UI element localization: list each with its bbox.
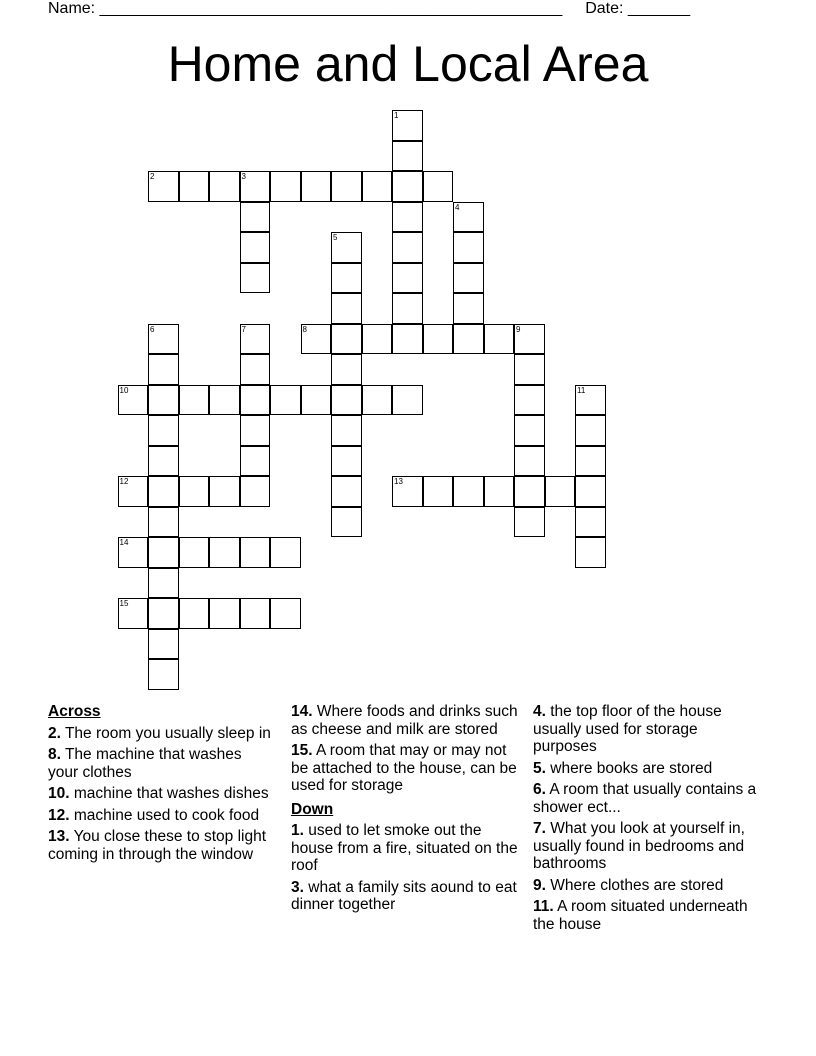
grid-cell[interactable] bbox=[118, 476, 149, 507]
grid-cell[interactable] bbox=[331, 507, 362, 538]
grid-cell[interactable] bbox=[331, 415, 362, 446]
across-clue-2: 2. The room you usually sleep in bbox=[48, 724, 271, 742]
down-clue-9: 9. Where clothes are stored bbox=[533, 876, 724, 894]
grid-cell[interactable] bbox=[453, 293, 484, 324]
grid-cell[interactable] bbox=[331, 385, 362, 416]
grid-cell[interactable] bbox=[240, 537, 271, 568]
grid-cell[interactable] bbox=[240, 598, 271, 629]
grid-cell[interactable] bbox=[179, 385, 210, 416]
grid-cell[interactable] bbox=[575, 385, 606, 416]
grid-cell[interactable] bbox=[240, 232, 271, 263]
grid-cell[interactable] bbox=[514, 507, 545, 538]
grid-cell[interactable] bbox=[240, 385, 271, 416]
grid-cell[interactable] bbox=[514, 385, 545, 416]
grid-cell[interactable] bbox=[392, 476, 423, 507]
grid-cell[interactable] bbox=[179, 598, 210, 629]
grid-cell[interactable] bbox=[484, 476, 515, 507]
date-label: Date: bbox=[585, 0, 624, 17]
grid-cell[interactable] bbox=[331, 354, 362, 385]
down-clue-6: 6. A room that usually contains a shower ect... bbox=[533, 781, 757, 816]
grid-cell[interactable] bbox=[270, 598, 301, 629]
across-clue-14: 14. Where foods and drinks such as cheese and milk are stored bbox=[291, 703, 518, 738]
clue-number: 5 bbox=[333, 233, 338, 242]
grid-cell[interactable] bbox=[148, 659, 179, 690]
grid-cell[interactable] bbox=[240, 202, 271, 233]
grid-cell[interactable] bbox=[148, 385, 179, 416]
name-blank[interactable]: ____________________________________________________ bbox=[99, 0, 563, 17]
grid-cell[interactable] bbox=[392, 110, 423, 141]
grid-cell[interactable] bbox=[392, 141, 423, 172]
across-clue-15: 15. A room that may or may not be attached to the house, can be used for storage bbox=[291, 742, 517, 794]
grid-cell[interactable] bbox=[148, 537, 179, 568]
grid-cell[interactable] bbox=[392, 202, 423, 233]
grid-cell[interactable] bbox=[453, 324, 484, 355]
clue-number: 8 bbox=[302, 324, 307, 334]
grid-cell[interactable] bbox=[148, 476, 179, 507]
grid-cell[interactable] bbox=[331, 232, 362, 263]
grid-cell[interactable] bbox=[209, 598, 240, 629]
grid-cell[interactable] bbox=[240, 415, 271, 446]
grid-cell[interactable] bbox=[423, 476, 454, 507]
grid-cell[interactable] bbox=[453, 232, 484, 263]
grid-cell[interactable] bbox=[148, 171, 179, 202]
grid-cell[interactable] bbox=[453, 263, 484, 294]
clue-number: 9 bbox=[516, 324, 521, 334]
clues-column-1 bbox=[48, 703, 273, 867]
clue-number: 13 bbox=[394, 477, 403, 486]
grid-cell[interactable] bbox=[148, 324, 179, 355]
grid-cell[interactable] bbox=[514, 415, 545, 446]
grid-cell[interactable] bbox=[148, 568, 179, 599]
clue-number: 12 bbox=[119, 477, 129, 486]
grid-cell[interactable] bbox=[240, 354, 271, 385]
clue-number: 2 bbox=[150, 172, 155, 181]
clues-column-3 bbox=[533, 703, 763, 937]
clue-number: 15 bbox=[119, 599, 129, 608]
grid-cell[interactable] bbox=[453, 202, 484, 233]
grid-cell[interactable] bbox=[118, 537, 149, 568]
grid-cell[interactable] bbox=[392, 324, 423, 355]
clue-number: 4 bbox=[455, 202, 460, 212]
grid-cell[interactable] bbox=[148, 598, 179, 629]
grid-cell[interactable] bbox=[575, 476, 606, 507]
grid-cell[interactable] bbox=[240, 446, 271, 477]
grid-cell[interactable] bbox=[209, 171, 240, 202]
grid-cell[interactable] bbox=[362, 324, 393, 355]
grid-cell[interactable] bbox=[392, 232, 423, 263]
grid-cell[interactable] bbox=[179, 476, 210, 507]
clue-number: 11 bbox=[577, 385, 586, 395]
down-clue-1: 1. used to let smoke out the house from a fire, situated on the roof bbox=[291, 822, 518, 874]
grid-cell[interactable] bbox=[575, 415, 606, 446]
down-clue-3: 3. what a family sits aound to eat dinner together bbox=[291, 878, 517, 913]
grid-cell[interactable] bbox=[270, 171, 301, 202]
name-label: Name: bbox=[48, 0, 96, 17]
clue-number: 6 bbox=[150, 324, 155, 334]
grid-cell[interactable] bbox=[301, 171, 332, 202]
grid-cell[interactable] bbox=[179, 171, 210, 202]
grid-cell[interactable] bbox=[453, 476, 484, 507]
grid-cell[interactable] bbox=[392, 171, 423, 202]
grid-cell[interactable] bbox=[240, 476, 271, 507]
grid-cell[interactable] bbox=[392, 293, 423, 324]
grid-cell[interactable] bbox=[301, 324, 332, 355]
grid-cell[interactable] bbox=[148, 354, 179, 385]
grid-cell[interactable] bbox=[331, 446, 362, 477]
across-clue-13: 13. You close these to stop light coming in through the window bbox=[48, 828, 267, 863]
down-heading: Down bbox=[291, 800, 334, 818]
grid-cell[interactable] bbox=[148, 415, 179, 446]
grid-cell[interactable] bbox=[331, 293, 362, 324]
down-clue-11: 11. A room situated underneath the house bbox=[533, 898, 748, 933]
grid-cell[interactable] bbox=[331, 476, 362, 507]
across-clue-10: 10. machine that washes dishes bbox=[48, 785, 269, 802]
clue-number: 14 bbox=[119, 538, 129, 547]
down-clue-7: 7. What you look at yourself in, usually found in bedrooms and bathrooms bbox=[533, 820, 745, 872]
date-blank[interactable]: _______ bbox=[627, 0, 691, 17]
page-title: Home and Local Area bbox=[167, 36, 649, 92]
grid-cell[interactable] bbox=[392, 263, 423, 294]
across-clue-8: 8. The machine that washes your clothes bbox=[48, 746, 242, 781]
grid-cell[interactable] bbox=[270, 385, 301, 416]
grid-cell[interactable] bbox=[148, 446, 179, 477]
grid-cell[interactable] bbox=[514, 354, 545, 385]
down-clue-4: 4. the top floor of the house usually used for storage purposes bbox=[533, 703, 722, 755]
grid-cell[interactable] bbox=[331, 324, 362, 355]
clues-column-2 bbox=[291, 703, 527, 918]
grid-cell[interactable] bbox=[575, 507, 606, 538]
across-heading: Across bbox=[48, 703, 101, 720]
grid-cell[interactable] bbox=[575, 537, 606, 568]
grid-cell[interactable] bbox=[209, 476, 240, 507]
grid-cell[interactable] bbox=[240, 171, 271, 202]
clue-number: 1 bbox=[394, 111, 399, 120]
grid-cell[interactable] bbox=[301, 385, 332, 416]
across-clue-12: 12. machine used to cook food bbox=[48, 806, 260, 824]
grid-cell[interactable] bbox=[270, 537, 301, 568]
grid-cell[interactable] bbox=[514, 324, 545, 355]
grid-cell[interactable] bbox=[545, 476, 576, 507]
grid-cell[interactable] bbox=[514, 476, 545, 507]
clue-number: 7 bbox=[241, 324, 246, 334]
grid-cell[interactable] bbox=[148, 629, 179, 660]
grid-cell[interactable] bbox=[209, 537, 240, 568]
grid-cell[interactable] bbox=[362, 171, 393, 202]
grid-cell[interactable] bbox=[423, 324, 454, 355]
down-clue-5: 5. where books are stored bbox=[533, 759, 713, 777]
clue-number: 10 bbox=[119, 385, 129, 395]
grid-cell[interactable] bbox=[331, 263, 362, 294]
clue-number: 3 bbox=[241, 172, 246, 181]
grid-cell[interactable] bbox=[209, 385, 240, 416]
grid-cell[interactable] bbox=[240, 263, 271, 294]
grid-cell[interactable] bbox=[514, 446, 545, 477]
grid-cell[interactable] bbox=[575, 446, 606, 477]
grid-cell[interactable] bbox=[118, 385, 149, 416]
grid-cell[interactable] bbox=[179, 537, 210, 568]
grid-cell[interactable] bbox=[484, 324, 515, 355]
grid-cell[interactable] bbox=[362, 385, 393, 416]
grid-cell[interactable] bbox=[423, 171, 454, 202]
grid-cell[interactable] bbox=[392, 385, 423, 416]
grid-cell[interactable] bbox=[331, 171, 362, 202]
grid-cell[interactable] bbox=[148, 507, 179, 538]
grid-cell[interactable] bbox=[240, 324, 271, 355]
grid-cell[interactable] bbox=[118, 598, 149, 629]
